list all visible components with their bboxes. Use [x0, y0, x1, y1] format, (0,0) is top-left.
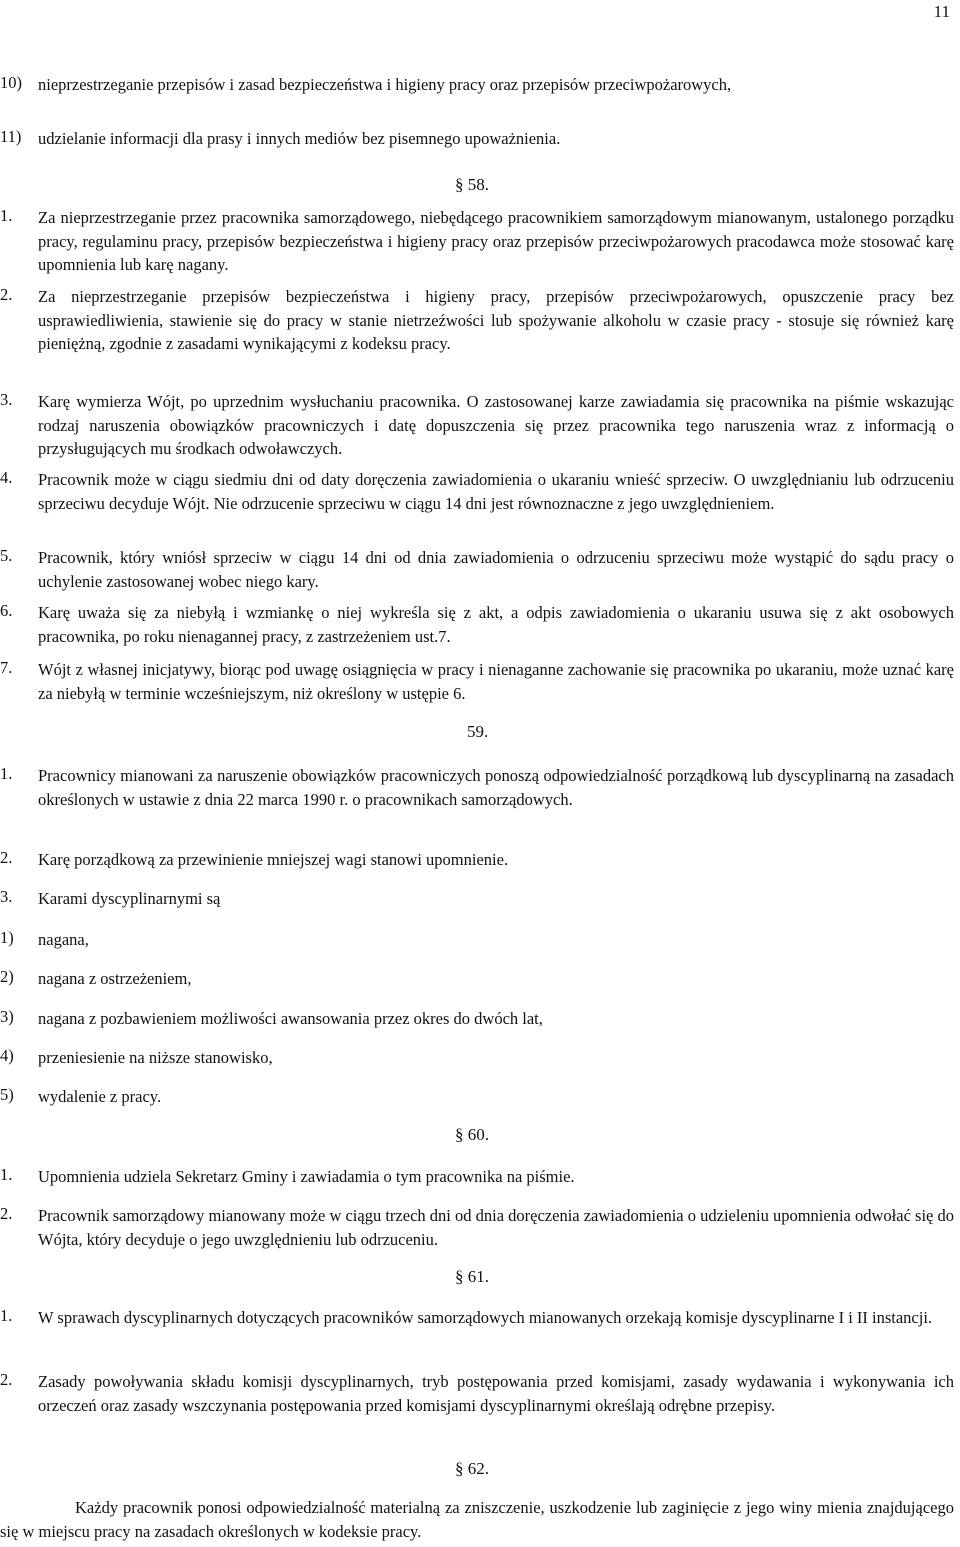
item-number: 2)	[0, 967, 14, 986]
item-number: 1.	[0, 1165, 13, 1184]
list-item	[0, 1085, 960, 1109]
item-text: Zasady powoływania składu komisji dyscyplinarnych, tryb postępowania przed komisjami, zasady wydawania i wykonywania ich orzeczeń oraz zasady wszczynania postępowania przed komisjami dyscyplinarnymi określają odrębne przepisy.	[38, 1372, 954, 1415]
item-text: nagana,	[38, 930, 89, 949]
page-number: 11	[933, 2, 950, 21]
item-number: 3.	[0, 390, 13, 409]
section-heading: § 58.	[455, 175, 489, 194]
item-number: 2.	[0, 848, 13, 867]
item-number: 1.	[0, 764, 13, 783]
item-number: 5)	[0, 1085, 14, 1104]
item-number: 4)	[0, 1046, 14, 1065]
item-text: Pracownik, który wniósł sprzeciw w ciągu 14 dni od dnia zawiadomienia o odrzuceniu sprzeciwu może wystąpić do sądu pracy o uchylenie zastosowanej wobec niego kary.	[38, 548, 954, 591]
item-text: Karę wymierza Wójt, po uprzednim wysłuchaniu pracownika. O zastosowanej karze zawiadamia się pracownika na piśmie wskazując rodzaj naruszenia obowiązków pracowniczych i datę dopuszczenia się przez pracownika tego naruszenia wraz z informacją o przysługujących mu środkach odwoławczych.	[38, 392, 954, 458]
item-number: 1.	[0, 206, 13, 225]
item-text: Pracownicy mianowani za naruszenie obowiązków pracowniczych ponoszą odpowiedzialność porządkową lub dyscyplinarną na zasadach określonych w ustawie z dnia 22 marca 1990 r. o pracownikach samorządowych.	[38, 766, 954, 809]
list-item	[0, 546, 960, 593]
list-item	[0, 390, 960, 461]
list-item	[0, 468, 960, 515]
item-text: Upomnienia udziela Sekretarz Gminy i zawiadamia o tym pracownika na piśmie.	[38, 1167, 575, 1186]
list-item	[0, 967, 960, 991]
item-number: 10)	[0, 73, 22, 92]
paragraph: Każdy pracownik ponosi odpowiedzialność materialną za zniszczenie, uszkodzenie lub zaginięcie z jego winy mienia znajdującego się w miejscu pracy na zasadach określonych w kodeksie pracy.	[0, 1498, 954, 1541]
item-text: nieprzestrzeganie przepisów i zasad bezpieczeństwa i higieny pracy oraz przepisów przeciwpożarowych,	[38, 75, 732, 94]
list-item	[0, 928, 960, 952]
item-number: 2.	[0, 1370, 13, 1389]
item-text: wydalenie z pracy.	[38, 1087, 162, 1106]
list-item	[0, 1165, 960, 1189]
item-number: 4.	[0, 468, 13, 487]
item-number: 5.	[0, 546, 13, 565]
item-text: Pracownik może w ciągu siedmiu dni od daty doręczenia zawiadomienia o ukaraniu wnieść sprzeciw. O uwzględnianiu lub odrzuceniu sprzeciwu decyduje Wójt. Nie odrzucenie sprzeciwu w ciągu 14 dni jest równoznaczne z jego uwzględnieniem.	[38, 470, 954, 513]
list-item	[0, 1007, 960, 1031]
item-number: 1.	[0, 1306, 13, 1325]
list-item	[0, 601, 960, 648]
item-number: 7.	[0, 658, 13, 677]
item-text: W sprawach dyscyplinarnych dotyczących pracowników samorządowych mianowanych orzekają komisje dyscyplinarne I i II instancji.	[38, 1308, 933, 1327]
list-item	[0, 658, 960, 705]
list-item	[0, 764, 960, 811]
item-text: Za nieprzestrzeganie przepisów bezpieczeństwa i higieny pracy, przepisów przeciwpożarowych, opuszczenie pracy bez usprawiedliwienia, stawienie się do pracy w stanie nietrzeźwości lub spożywanie alkoholu w czasie pracy - stosuje się również karę pieniężną, zgodnie z zasadami wynikającymi z kodeksu pracy.	[38, 287, 954, 353]
list-item	[0, 206, 960, 277]
list-item	[0, 1046, 960, 1070]
item-number: 11)	[0, 127, 22, 146]
item-text: nagana z pozbawieniem możliwości awansowania przez okres do dwóch lat,	[38, 1009, 543, 1028]
item-text: przeniesienie na niższe stanowisko,	[38, 1048, 273, 1067]
item-text: Karę uważa się za niebyłą i wzmiankę o niej wykreśla się z akt, a odpis zawiadomienia o ukaraniu usuwa się z akt osobowych pracownika, po roku nienagannej pracy, z zastrzeżeniem ust.7.	[38, 603, 954, 646]
list-item	[0, 1370, 960, 1417]
item-number: 2.	[0, 1204, 13, 1223]
section-heading: § 61.	[455, 1267, 489, 1286]
item-number: 3)	[0, 1007, 14, 1026]
list-item	[0, 887, 960, 911]
item-text: Za nieprzestrzeganie przez pracownika samorządowego, niebędącego pracownikiem samorządowym mianowanym, ustalonego porządku pracy, regulaminu pracy, przepisów bezpieczeństwa i higieny pracy oraz przepisów przeciwpożarowych pracodawca może stosować karę upomnienia lub karę nagany.	[38, 208, 954, 274]
item-text: Karę porządkową za przewinienie mniejszej wagi stanowi upomnienie.	[38, 850, 509, 869]
item-text: nagana z ostrzeżeniem,	[38, 969, 192, 988]
item-number: 2.	[0, 285, 13, 304]
section-heading: § 60.	[455, 1125, 489, 1144]
list-item	[0, 1204, 960, 1251]
item-number: 3.	[0, 887, 13, 906]
item-text: Wójt z własnej inicjatywy, biorąc pod uwagę osiągnięcia w pracy i nienaganne zachowanie się pracownika po ukaraniu, może uznać karę za niebyłą w terminie wcześniejszym, niż określony w ustępie 6.	[38, 660, 954, 703]
item-text: Pracownik samorządowy mianowany może w ciągu trzech dni od dnia doręczenia zawiadomienia o udzieleniu upomnienia odwołać się do Wójta, który decyduje o jego uwzględnieniu lub odrzuceniu.	[38, 1206, 954, 1249]
item-text: udzielanie informacji dla prasy i innych mediów bez pisemnego upoważnienia.	[38, 129, 561, 148]
list-item	[0, 848, 960, 872]
list-item	[0, 285, 960, 356]
item-number: 1)	[0, 928, 14, 947]
item-number: 6.	[0, 601, 13, 620]
list-item	[0, 73, 960, 97]
item-text: Karami dyscyplinarnymi są	[38, 889, 221, 908]
section-heading: 59.	[467, 722, 489, 741]
section-heading: § 62.	[455, 1459, 489, 1478]
list-item	[0, 127, 960, 151]
list-item	[0, 1306, 960, 1330]
